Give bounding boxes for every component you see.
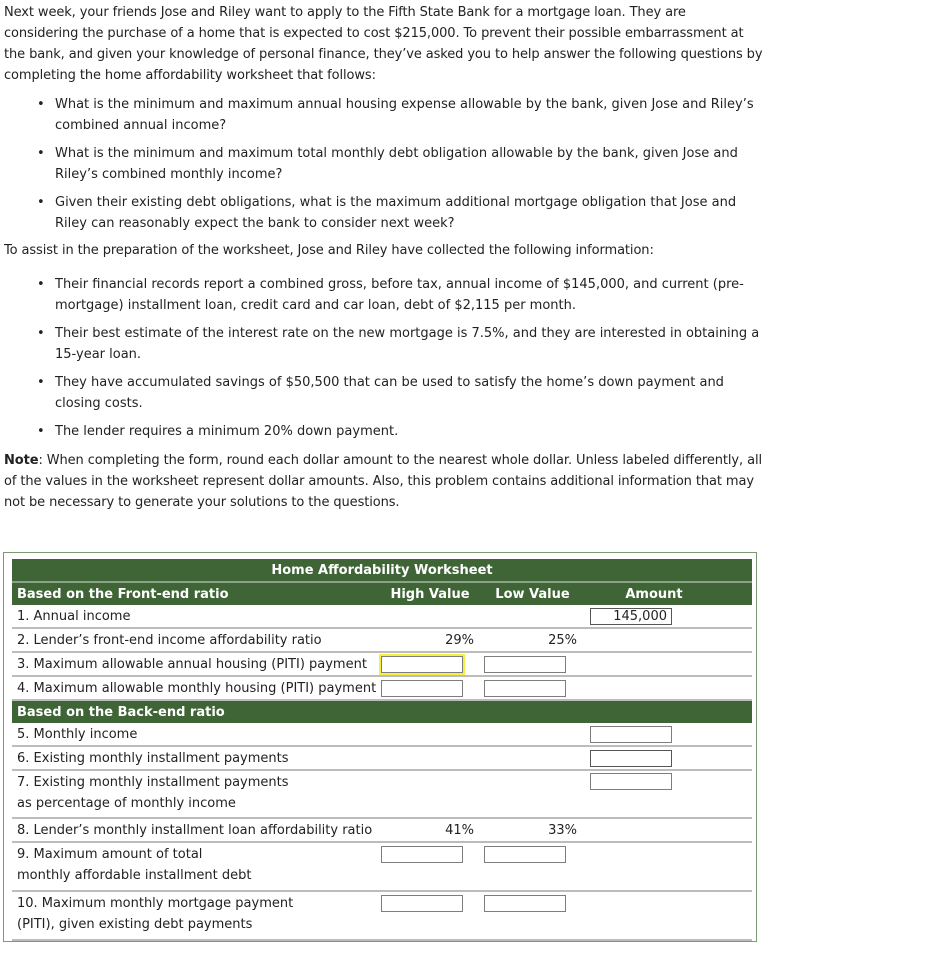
- note-text: : When completing the form, round each dollar amount to the nearest whole dollar. Unless labeled differently, all of the values in the worksheet represent dollar amounts. Also, this problem contains additional information that may not be necessary to generate your solutions to the questions.: [4, 453, 762, 510]
- front-end-header-row: [12, 582, 752, 605]
- info-item: • They have accumulated savings of $50,500 that can be used to satisfy the home’s down payment and closing costs.: [55, 372, 764, 414]
- row-front-end-ratio: [12, 628, 752, 652]
- row-label: 9. Maximum amount of total monthly affordable installment debt: [12, 842, 379, 891]
- low-value-header: Low Value: [481, 582, 584, 605]
- row-max-installment-debt: [12, 842, 752, 891]
- max-annual-housing-low-input[interactable]: [484, 656, 566, 673]
- max-installment-debt-high-input[interactable]: [381, 846, 463, 863]
- max-monthly-housing-high-input[interactable]: [381, 680, 463, 697]
- front-end-section-title: Based on the Front-end ratio: [12, 582, 379, 605]
- worksheet-title-row: [12, 559, 752, 582]
- info-list: [4, 274, 764, 442]
- row-max-monthly-housing: [12, 676, 752, 700]
- back-end-section-title: Based on the Back-end ratio: [12, 700, 752, 723]
- row-annual-income: [12, 605, 752, 628]
- row-label: 4. Maximum allowable monthly housing (PITI) payment: [12, 676, 379, 700]
- front-end-ratio-high: 29%: [379, 628, 481, 652]
- question-item: • What is the minimum and maximum annual housing expense allowable by the bank, given Jose and Riley’s combined annual income?: [55, 94, 764, 136]
- installments-percentage-amount-input[interactable]: [590, 773, 672, 790]
- row-label: 3. Maximum allowable annual housing (PITI) payment: [12, 652, 379, 676]
- info-item: • Their financial records report a combined gross, before tax, annual income of $145,000, and current (pre-mortgage) installment loan, credit card and car loan, debt of $2,115 per month.: [55, 274, 764, 316]
- info-lead: To assist in the preparation of the worksheet, Jose and Riley have collected the following information:: [4, 243, 654, 258]
- worksheet-title: Home Affordability Worksheet: [12, 559, 752, 582]
- back-end-ratio-high: 41%: [379, 818, 481, 842]
- row-label: 1. Annual income: [12, 605, 379, 628]
- note-paragraph: [4, 450, 764, 513]
- info-item: • The lender requires a minimum 20% down payment.: [55, 421, 764, 442]
- question-item: • What is the minimum and maximum total monthly debt obligation allowable by the bank, given Jose and Riley’s combined monthly income?: [55, 143, 764, 185]
- row-label: 10. Maximum monthly mortgage payment (PITI), given existing debt payments: [12, 891, 379, 940]
- row-installments-percentage: [12, 770, 752, 818]
- row-back-end-ratio: [12, 818, 752, 842]
- max-mortgage-payment-high-input[interactable]: [381, 895, 463, 912]
- intro-paragraph: Next week, your friends Jose and Riley want to apply to the Fifth State Bank for a mortgage loan. They are considering the purchase of a home that is expected to cost $215,000. To prevent their possible embarrassment at the bank, and given your knowledge of personal finance, they’ve asked you to help answer the following questions by completing the home affordability worksheet that follows:: [4, 5, 763, 83]
- row-monthly-income: [12, 723, 752, 746]
- problem-text: [4, 2, 764, 513]
- row-max-annual-housing: [12, 652, 752, 676]
- back-end-header-row: [12, 700, 752, 723]
- amount-header: Amount: [584, 582, 752, 605]
- home-affordability-worksheet: [3, 552, 757, 942]
- worksheet-table: [12, 559, 752, 941]
- row-existing-installments: [12, 746, 752, 770]
- question-item: • Given their existing debt obligations, what is the maximum additional mortgage obligation that Jose and Riley can reasonably expect the bank to consider next week?: [55, 192, 764, 234]
- note-label: Note: [4, 453, 39, 468]
- monthly-income-amount-input[interactable]: [590, 726, 672, 743]
- back-end-ratio-low: 33%: [481, 818, 584, 842]
- max-annual-housing-high-input[interactable]: [381, 656, 463, 673]
- high-value-header: High Value: [379, 582, 481, 605]
- max-installment-debt-low-input[interactable]: [484, 846, 566, 863]
- max-monthly-housing-low-input[interactable]: [484, 680, 566, 697]
- questions-list: [4, 94, 764, 234]
- annual-income-amount-input[interactable]: 145,000: [590, 608, 672, 625]
- info-item: • Their best estimate of the interest rate on the new mortgage is 7.5%, and they are interested in obtaining a 15-year loan.: [55, 323, 764, 365]
- max-mortgage-payment-low-input[interactable]: [484, 895, 566, 912]
- row-label: 8. Lender’s monthly installment loan affordability ratio: [12, 818, 379, 842]
- existing-installments-amount-input[interactable]: [590, 750, 672, 767]
- row-max-mortgage-payment: [12, 891, 752, 940]
- row-label: 5. Monthly income: [12, 723, 379, 746]
- row-label: 2. Lender’s front-end income affordability ratio: [12, 628, 379, 652]
- row-label: 6. Existing monthly installment payments: [12, 746, 379, 770]
- row-label: 7. Existing monthly installment payments as percentage of monthly income: [12, 770, 379, 818]
- front-end-ratio-low: 25%: [481, 628, 584, 652]
